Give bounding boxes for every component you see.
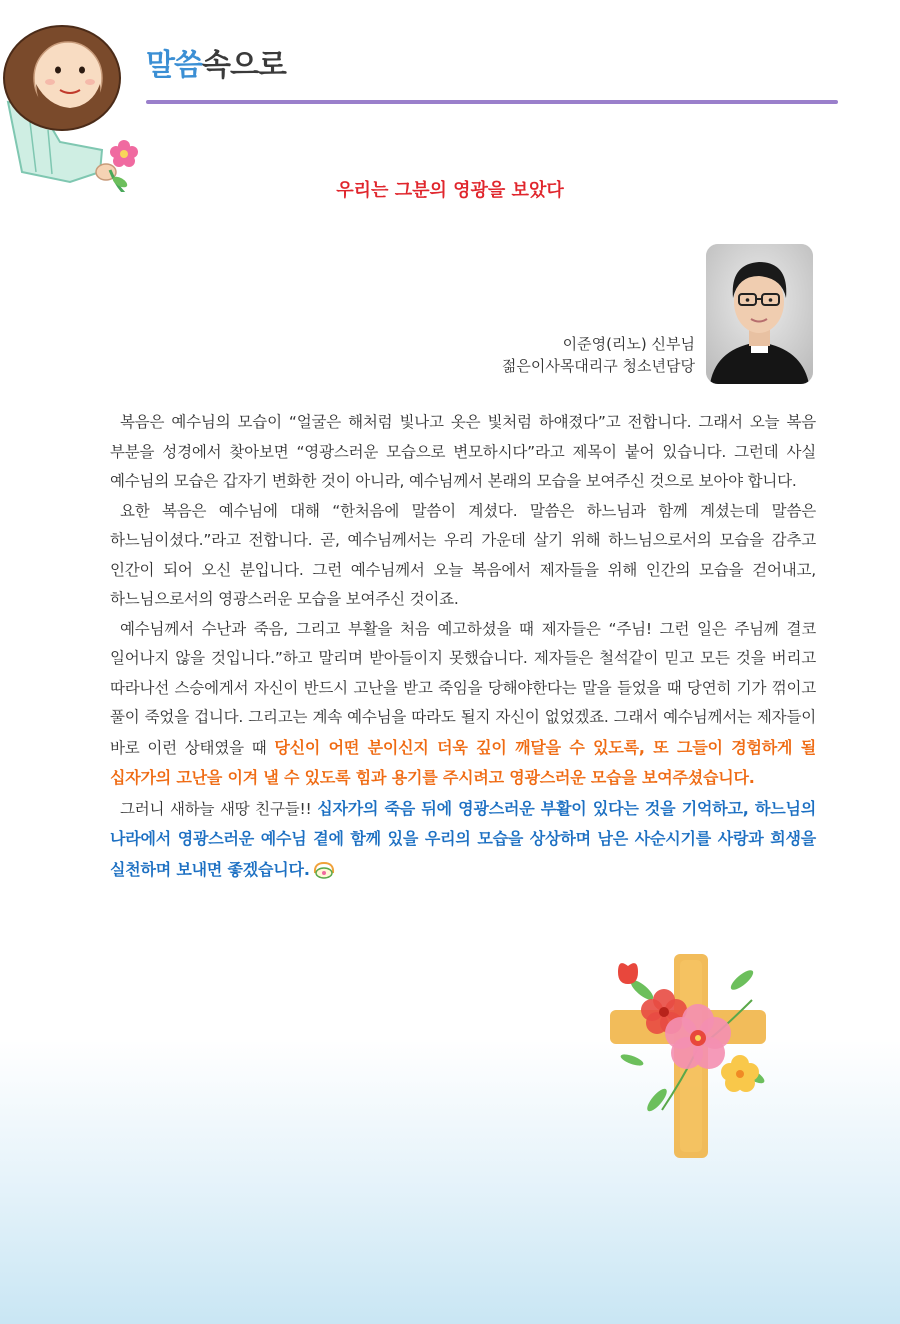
article-body [110,408,816,885]
jesus-illustration [0,22,145,192]
header-divider [146,100,838,104]
article-title: 우리는 그분의 영광을 보았다 [336,180,564,201]
author-info [502,333,695,377]
paragraph-4 [110,794,816,886]
paragraph-3-text: 예수님께서 수난과 죽음, 그리고 부활을 처음 예고하셨을 때 제자들은 “주님! 그런 일은 주님께 결코 일어나지 않을 것입니다.”하고 말리며 받아들이지 못했습니다. 제자들은 철석같이 믿고 모든 것을 버리고 따라나선 스승에게서 자신이 반드시 고난을 받고 죽임을 당해야한다는 말을 들었을 때 당연히 기가 꺾이고 풀이 죽었을 겁니다. 그리고는 계속 예수님을 따라도 될지 자신이 없었겠죠. 그래서 예수님께서는 제자들이 바로 이런 상태였을 때 [110,619,816,757]
author-photo [706,244,813,384]
paragraph-2: 요한 복음은 예수님에 대해 “한처음에 말씀이 계셨다. 말씀은 하느님과 함께 계셨는데 말씀은 하느님이셨다.”라고 전합니다. 곧, 예수님께서는 우리 가운데 살기 위해 하느님으로서의 모습을 감추고 인간이 되어 오신 분입니다. 그런 예수님께서 오늘 복음에서 제자들을 위해 인간의 모습을 걷어내고, 하느님으로서의 영광스러운 모습을 보여주신 것이죠. [110,501,816,608]
paragraph-3 [110,615,816,794]
paragraph-4-highlight: 십자가의 죽음 뒤에 영광스러운 부활이 있다는 것을 기억하고, 하느님의 나라에서 영광스러운 예수님 곁에 함께 있을 우리의 모습을 상상하며 남은 사순시기를 사랑과 희생을 실천하며 보내면 좋겠습니다. [110,798,816,879]
cross-with-flowers-illustration [602,950,772,1162]
paragraph-3-highlight: 당신이 어떤 분이신지 더욱 깊이 깨달을 수 있도록, 또 그들이 경험하게 될 십자가의 고난을 이겨 낼 수 있도록 힘과 용기를 주시려고 영광스러운 모습을 보여주셨습니다. [110,737,816,787]
section-title [146,40,286,84]
section-title-highlight: 말씀 [146,48,202,83]
paragraph-4-text: 그러니 새하늘 새땅 친구들!! [120,799,318,818]
end-mark-icon [312,859,336,879]
author-role: 젊은이사목대리구 청소년담당 [501,357,695,375]
author-name: 이준영(리노) 신부님 [562,335,695,353]
paragraph-1: 복음은 예수님의 모습이 “얼굴은 해처럼 빛나고 옷은 빛처럼 하얘졌다”고 전합니다. 그래서 오늘 복음 부분을 성경에서 찾아보면 “영광스러운 모습으로 변모하시다”라고 제목이 붙어 있습니다. 그런데 사실 예수님의 모습은 갑자기 변화한 것이 아니라, 예수님께서 본래의 모습을 보여주신 것으로 보아야 합니다. [110,413,816,490]
section-title-rest: 속으로 [201,48,286,83]
